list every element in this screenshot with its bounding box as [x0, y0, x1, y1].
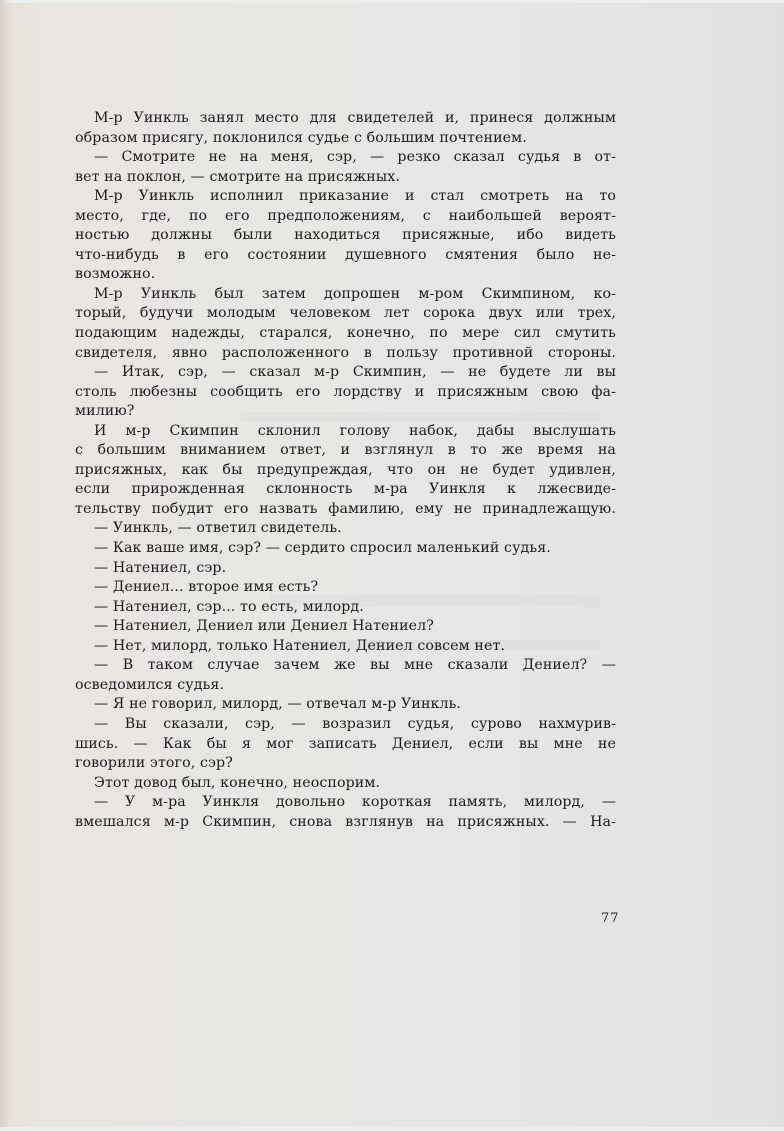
text-line: свидетеля, явно расположенного в пользу противной стороны. [75, 344, 616, 361]
page-bottom-edge [0, 1127, 784, 1131]
text-line: — Как ваше имя, сэр? — сердито спросил маленький судья. [94, 540, 551, 557]
text-line: — Вы сказали, сэр, — возразил судья, сурово нахмурив- [94, 715, 616, 732]
text-line: — Нет, милорд, только Натениел, Дениел совсем нет. [94, 637, 506, 654]
text-line: возможно. [75, 266, 156, 283]
text-line: с большим вниманием ответ, и взглянул в то же время на [75, 442, 616, 459]
text-line: столь любезны сообщить его лордству и присяжным свою фа- [75, 383, 616, 400]
text-line: — Натениел, сэр. [94, 559, 227, 576]
text-line: милию? [75, 403, 135, 420]
page-number: 77 [601, 911, 620, 926]
text-line: шись. — Как бы я мог записать Дениел, если вы мне не [75, 735, 616, 752]
text-line: место, где, по его предположениям, с наибольшей вероят- [75, 207, 616, 224]
text-line: Этот довод был, конечно, неоспорим. [94, 774, 381, 791]
text-line: если прирожденная склонность м-ра Уинкля к лжесвиде- [75, 481, 616, 498]
text-line: ностью должны были находиться присяжные, ибо видеть [75, 227, 616, 244]
text-line: И м-р Скимпин склонил голову набок, дабы выслушать [94, 422, 616, 439]
page-left-edge [0, 0, 10, 1131]
text-line: — В таком случае зачем же вы мне сказали Дениел? — [94, 657, 616, 674]
text-line: М-р Уинкль занял место для свидетелей и, принеся должным [94, 110, 616, 126]
text-line: — Уинкль, — ответил свидетель. [94, 520, 342, 537]
page-top-edge [0, 0, 784, 3]
text-line: — Дениел... второе имя есть? [94, 579, 319, 596]
text-line: — Натениел, сэр... то есть, милорд. [94, 598, 364, 615]
text-line: — Я не говорил, милорд, — отвечал м-р Уинкль. [94, 696, 462, 713]
text-line: тельству побудит его назвать фамилию, ему не принадлежащую. [75, 500, 616, 517]
text-line: — Итак, сэр, — сказал м-р Скимпин, — не будете ли вы [94, 364, 616, 381]
text-line: говорили этого, сэр? [75, 755, 233, 772]
text-line: присяжных, как бы предупреждая, что он не будет удивлен, [75, 461, 616, 478]
text-line: — У м-ра Уинкля довольно короткая память, милорд, — [94, 794, 616, 811]
text-line: — Смотрите не на меня, сэр, — резко сказал судья в от- [94, 149, 616, 166]
text-line: — Натениел, Дениел или Дениел Натениел? [94, 618, 434, 635]
text-line: торый, будучи молодым человеком лет сорока двух или трех, [75, 305, 616, 322]
text-line: вет на поклон, — смотрите на присяжных. [75, 168, 400, 185]
text-line: образом присягу, поклонился судье с большим почтением. [75, 129, 527, 146]
text-line: что-нибудь в его состоянии душевного смятения было не- [75, 246, 616, 263]
body-text [75, 109, 616, 832]
text-line: М-р Уинкль был затем допрошен м-ром Скимпином, ко- [94, 285, 616, 302]
text-line: подающим надежды, старался, конечно, по мере сил смутить [75, 325, 616, 342]
text-line: вмешался м-р Скимпин, снова взглянув на присяжных. — На- [75, 813, 616, 830]
text-line: осведомился судья. [75, 676, 225, 693]
text-line: М-р Уинкль исполнил приказание и стал смотреть на то [94, 188, 616, 205]
